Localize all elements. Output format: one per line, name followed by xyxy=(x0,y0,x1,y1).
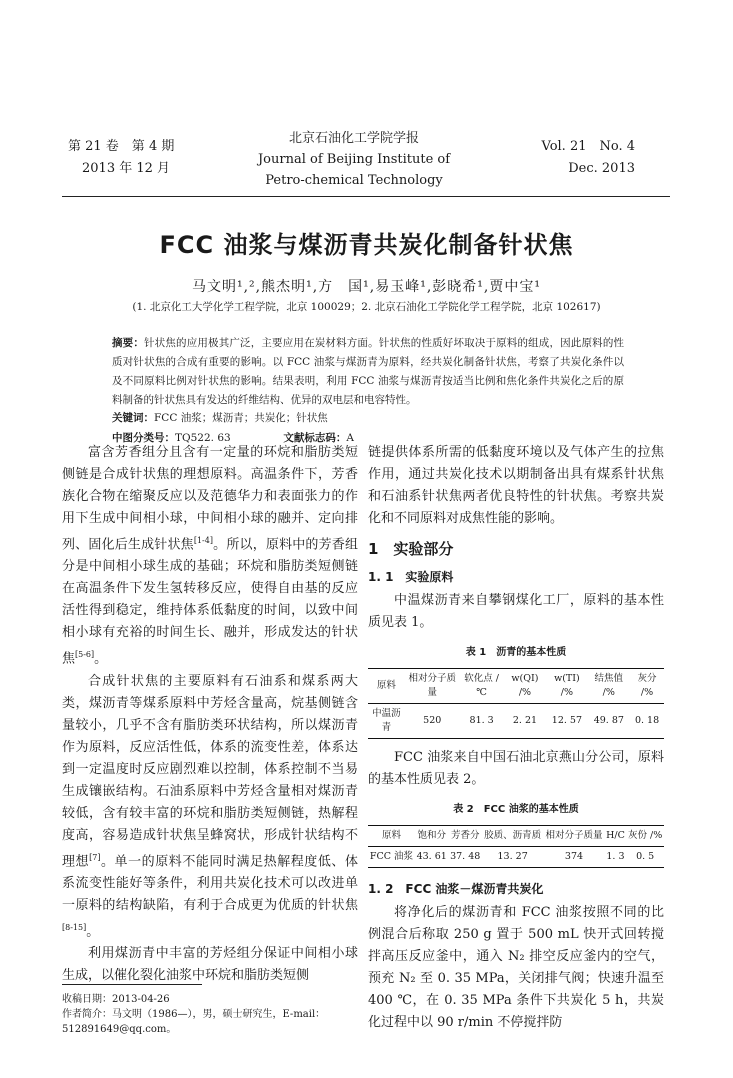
table-header: w(QI) /% xyxy=(511,673,539,698)
journal-name-en-2: Petro-chemical Technology xyxy=(265,173,443,188)
table-header: 灰份 /% xyxy=(628,830,663,841)
journal-name-en-1: Journal of Beijing Institute of xyxy=(257,152,451,167)
date-en: Dec. 2013 xyxy=(568,161,635,176)
intro-paragraph-1: 富含芳香组分且含有一定量的环烷和脂肪类短侧链是合成针状焦的理想原料。高温条件下，芳香族化合物在缩聚反应以及范德华力和表面张力的作用下生成中间相小球，中间相小球的融并、定向排列、固化后生成针状焦[1-4]。所以，原料中的芳香组分是中间相小球生成的基础；环烷和脂肪类短侧链在高温条件下发生氢转移反应，使得自由基的反应活性得到稳定，维持体系低黏度的时间，以致中间相小球有充裕的时间生长、融并，形成发达的针状焦[5-6]。 xyxy=(62,445,358,667)
clc-value: TQ522. 63 xyxy=(175,432,231,444)
volume-issue-cn: 第 21 卷 第 4 期 xyxy=(68,139,175,154)
clc-label: 中图分类号： xyxy=(112,432,175,444)
procedure-paragraph: 将净化后的煤沥青和 FCC 油浆按照不同的比例混合后称取 250 g 置于 500 mL 快开式回转搅拌高压反应釜中，通入 N₂ 排空反应釜内的空气，预充 N₂ 至 0. 35 MPa，关闭排气阀；快速升温至 400 ℃，在 0. 35 MPa 条件下共炭化 5 h，共炭化过程中以 90 r/min 不停搅拌防 xyxy=(368,905,664,1030)
table-header: H/C xyxy=(606,830,625,841)
citation: [8-15] xyxy=(62,922,87,932)
received-date: 收稿日期：2013-04-26 xyxy=(62,994,170,1005)
journal-volume-en xyxy=(520,136,635,180)
doc-code-value: A xyxy=(346,432,354,444)
table-1 xyxy=(368,668,664,739)
abstract-label: 摘要： xyxy=(112,337,145,349)
table-header: 软化点 /℃ xyxy=(464,673,499,698)
doc-code-label: 文献标志码： xyxy=(283,432,347,444)
table-header: 原料 xyxy=(376,680,396,691)
subsection-heading-1-1: 1. 1 实验原料 xyxy=(368,570,454,584)
table-header: 饱和分 xyxy=(417,830,446,841)
date-cn: 2013 年 12 月 xyxy=(82,161,171,176)
subsection-heading-1-2: 1. 2 FCC 油浆－煤沥青共炭化 xyxy=(368,882,544,896)
citation: [1-4] xyxy=(193,536,213,545)
citation: [5-6] xyxy=(75,650,95,660)
header-divider xyxy=(62,196,670,197)
footnote-divider xyxy=(62,984,202,985)
left-column xyxy=(62,442,358,987)
keywords xyxy=(112,410,624,425)
table-row: FCC 油浆 43. 61 37. 48 13. 27 374 1. 3 0. 5 xyxy=(368,847,664,868)
journal-volume-cn xyxy=(68,136,188,180)
abstract-text: 针状焦的应用极其广泛，主要应用在炭材料方面。针状焦的性质好坏取决于原料的组成，因此原料的性质对针状焦的合成有重要的影响。以 FCC 油浆与煤沥青为原料，经共炭化制备针状焦，考察了共炭化条件以及不同原料比例对针状焦的影响。结果表明，利用 FCC 油浆与煤沥青按适当比例和焦化条件共炭化之后的原料制备的针状焦具有发达的纤维结构、优异的双电层和电容特性。 xyxy=(112,337,625,406)
keywords-text: FCC 油浆；煤沥青；共炭化；针状焦 xyxy=(154,412,328,424)
table-header: 原料 xyxy=(381,830,401,841)
intro-paragraph-3: 利用煤沥青中丰富的芳烃组分保证中间相小球生成，以催化裂化油浆中环烷和脂肪类短侧 xyxy=(62,946,358,984)
table-header: 结焦值 /% xyxy=(594,673,624,698)
table-header: 芳香分 xyxy=(450,830,480,841)
table-header: 胶质、沥青质 xyxy=(484,830,542,841)
abstract xyxy=(112,334,624,410)
table-2 xyxy=(368,825,664,868)
intro-paragraph-continued: 链提供体系所需的低黏度环境以及气体产生的拉焦作用，通过共炭化技术以期制备出具有煤系针状焦和石油系针状焦两者优良特性的针状焦。考察共炭化和不同原料对成焦性能的影响。 xyxy=(368,445,664,526)
intro-paragraph-2: 合成针状焦的主要原料有石油系和煤系两大类，煤沥青等煤系原料中芳烃含量高，烷基侧链含量较小，几乎不含有脂肪类环状结构，所以煤沥青作为原料，反应活性低，体系的流变性差，体系达到一定温度时反应剧烈难以控制，体系控制不当易生成镶嵌结构。石油系原料中芳烃含量相对煤沥青较低，含有较丰富的环烷和脂肪类短侧链，热解程度高，容易造成针状焦呈蜂窝状，形成针状结构不理想[7]。单一的原料不能同时满足热解程度低、体系流变性能好等条件，利用共炭化技术可以改进单一原料的结构缺陷，有利于合成更为优质的针状焦[8-15]。 xyxy=(62,673,358,940)
section-heading-1: 1 实验部分 xyxy=(368,540,454,558)
table-header: 灰分 /% xyxy=(637,673,657,698)
right-column xyxy=(368,442,664,1034)
journal-name xyxy=(244,128,464,191)
table-row: 中温沥青 520 81. 3 2. 21 12. 57 49. 87 0. 18 xyxy=(368,704,664,739)
materials-paragraph-2: FCC 油浆来自中国石油北京燕山分公司，原料的基本性质见表 2。 xyxy=(368,750,664,787)
table-1-caption: 表 1 沥青的基本性质 xyxy=(465,647,567,658)
table-2-caption: 表 2 FCC 油浆的基本性质 xyxy=(453,804,579,815)
volume-issue-en: Vol. 21 No. 4 xyxy=(541,139,635,154)
table-header: 相对分子质量 xyxy=(408,673,456,698)
table-header: w(TI) /% xyxy=(554,673,580,698)
author-bio: 作者简介：马文明（1986—），男，硕士研究生，E-mail：512891649@qq.com。 xyxy=(62,1009,326,1035)
journal-name-cn: 北京石油化工学院学报 xyxy=(288,131,419,146)
table-header: 相对分子质量 xyxy=(545,830,603,841)
keywords-label: 关键词： xyxy=(112,412,154,424)
affiliations: (1. 北京化工大学化学工程学院，北京 100029；2. 北京石油化工学院化学工程学院，北京 102617) xyxy=(132,301,601,313)
footnote xyxy=(62,992,358,1037)
paper-title: FCC 油浆与煤沥青共炭化制备针状焦 xyxy=(159,231,574,259)
citation: [7] xyxy=(89,852,101,862)
author-list: 马文明¹,²,熊杰明¹,方 国¹,易玉峰¹,彭晓希¹,贾中宝¹ xyxy=(192,279,541,295)
materials-paragraph-1: 中温煤沥青来自攀钢煤化工厂，原料的基本性质见表 1。 xyxy=(368,593,664,630)
